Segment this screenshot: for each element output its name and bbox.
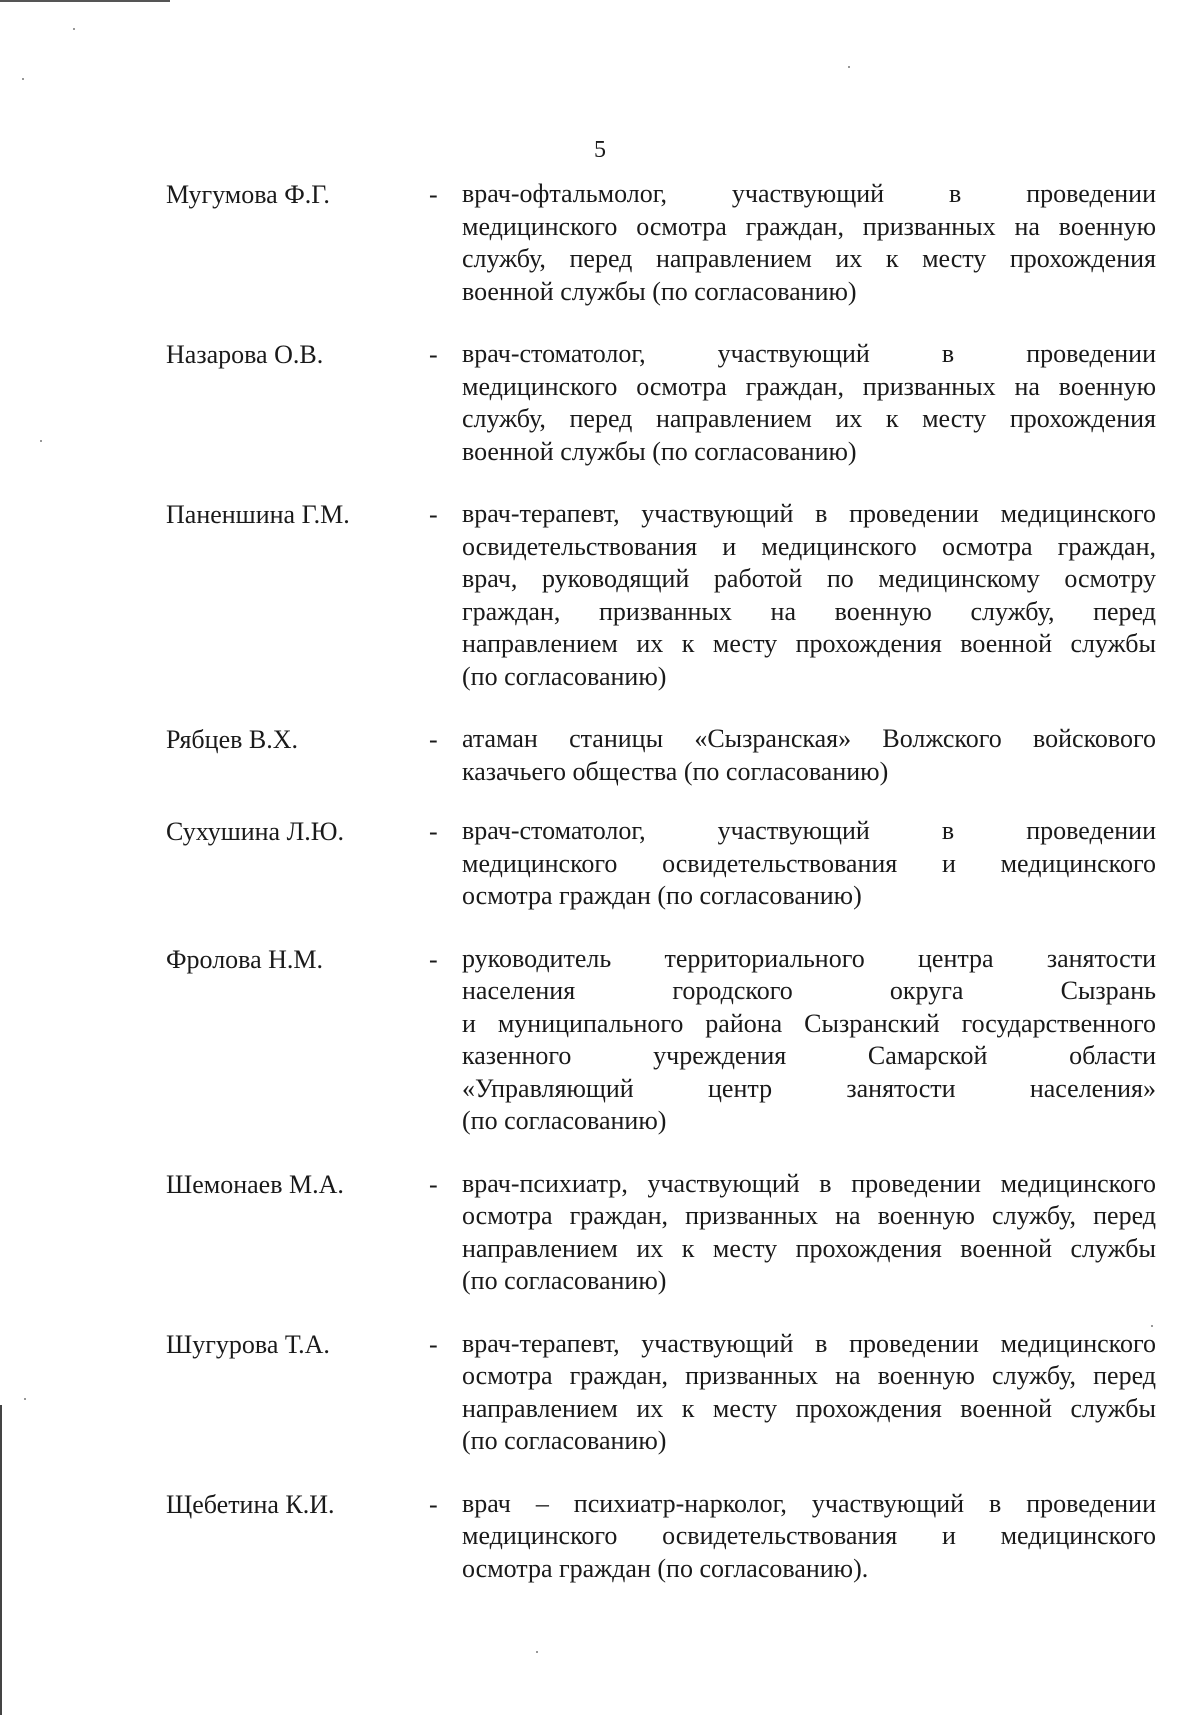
description-line: руководитель территориального центра занятости xyxy=(462,943,1156,973)
description-line: медицинского освидетельствования и медицинского xyxy=(462,1521,1156,1550)
description-line: освидетельствования и медицинского осмотра граждан, xyxy=(462,531,1156,561)
entry-dash: - xyxy=(429,944,438,974)
role-description xyxy=(462,723,1156,788)
description-line: (по согласованию) xyxy=(462,1266,667,1295)
list-item xyxy=(0,1328,1200,1458)
description-line: осмотра граждан, призванных на военную службу, перед xyxy=(462,1201,1156,1230)
role-description xyxy=(462,1168,1156,1298)
description-line: и муниципального района Сызранский государственного xyxy=(462,1008,1156,1038)
person-name: Рябцев В.Х. xyxy=(166,725,299,754)
entries-list xyxy=(0,178,1200,1585)
list-item xyxy=(0,498,1200,693)
description-line: осмотра граждан (по согласованию). xyxy=(462,1553,869,1583)
description-line: врач-офтальмолог, участвующий в проведении xyxy=(462,179,1156,208)
description-line: врач-терапевт, участвующий в проведении медицинского xyxy=(462,1328,1156,1358)
description-line: военной службы (по согласованию) xyxy=(462,436,857,466)
description-line: осмотра граждан, призванных на военную службу, перед xyxy=(462,1361,1156,1390)
description-line: казенного учреждения Самарской области xyxy=(462,1041,1156,1070)
description-line: (по согласованию) xyxy=(462,661,667,691)
list-item xyxy=(0,178,1200,308)
person-name: Шугурова Т.А. xyxy=(166,1329,330,1359)
entry-dash: - xyxy=(429,500,438,529)
list-item xyxy=(0,338,1200,468)
description-line: медицинского освидетельствования и медицинского xyxy=(462,848,1156,878)
role-description xyxy=(462,178,1156,308)
scan-speck xyxy=(848,66,850,68)
person-name: Фролова Н.М. xyxy=(166,944,324,974)
entry-dash: - xyxy=(429,180,438,209)
person-name: Мугумова Ф.Г. xyxy=(166,180,330,209)
description-line: медицинского осмотра граждан, призванных на военную xyxy=(462,211,1156,241)
entry-dash: - xyxy=(429,1169,438,1199)
description-line: (по согласованию) xyxy=(462,1426,667,1455)
person-name: Щебетина К.И. xyxy=(166,1489,335,1519)
description-line: службу, перед направлением их к месту прохождения xyxy=(462,404,1156,433)
role-description xyxy=(462,943,1156,1138)
scan-speck xyxy=(22,78,24,80)
entry-dash: - xyxy=(429,340,438,369)
scan-speck xyxy=(73,28,75,30)
description-line: врач-стоматолог, участвующий в проведении xyxy=(462,816,1156,845)
role-description xyxy=(462,338,1156,468)
person-name: Шемонаев М.А. xyxy=(166,1169,344,1199)
description-line: направлением их к месту прохождения военной службы xyxy=(462,1233,1156,1263)
scan-speck xyxy=(536,1651,538,1653)
description-line: врач-терапевт, участвующий в проведении медицинского xyxy=(462,499,1156,528)
list-item xyxy=(0,723,1200,788)
description-line: направлением их к месту прохождения военной службы xyxy=(462,1393,1156,1423)
description-line: медицинского осмотра граждан, призванных на военную xyxy=(462,371,1156,401)
entry-dash: - xyxy=(429,1489,438,1519)
entry-dash: - xyxy=(429,725,438,754)
description-line: службу, перед направлением их к месту прохождения xyxy=(462,244,1156,273)
description-line: граждан, призванных на военную службу, перед xyxy=(462,596,1156,626)
description-line: врач, руководящий работой по медицинскому осмотру xyxy=(462,564,1156,593)
description-line: врач – психиатр-нарколог, участвующий в проведении xyxy=(462,1488,1156,1518)
role-description xyxy=(462,1328,1156,1458)
list-item xyxy=(0,815,1200,913)
description-line: военной службы (по согласованию) xyxy=(462,276,857,306)
description-line: казачьего общества (по согласованию) xyxy=(462,756,889,786)
scan-edge-top xyxy=(0,0,170,2)
description-line: направлением их к месту прохождения военной службы xyxy=(462,629,1156,658)
role-description xyxy=(462,498,1156,693)
person-name: Назарова О.В. xyxy=(166,340,324,369)
list-item xyxy=(0,943,1200,1138)
entry-dash: - xyxy=(429,1329,438,1359)
entry-dash: - xyxy=(429,817,438,846)
description-line: врач-стоматолог, участвующий в проведении xyxy=(462,339,1156,368)
role-description xyxy=(462,1488,1156,1586)
description-line: атаман станицы «Сызранская» Волжского войскового xyxy=(462,724,1156,753)
description-line: населения городского округа Сызрань xyxy=(462,976,1156,1005)
description-line: врач-психиатр, участвующий в проведении медицинского xyxy=(462,1168,1156,1198)
list-item xyxy=(0,1168,1200,1298)
person-name: Сухушина Л.Ю. xyxy=(166,817,344,846)
list-item xyxy=(0,1488,1200,1586)
description-line: осмотра граждан (по согласованию) xyxy=(462,881,862,910)
description-line: «Управляющий центр занятости населения» xyxy=(462,1073,1156,1103)
person-name: Паненшина Г.М. xyxy=(166,500,350,529)
page-number: 5 xyxy=(594,137,606,163)
role-description xyxy=(462,815,1156,913)
description-line: (по согласованию) xyxy=(462,1106,667,1135)
